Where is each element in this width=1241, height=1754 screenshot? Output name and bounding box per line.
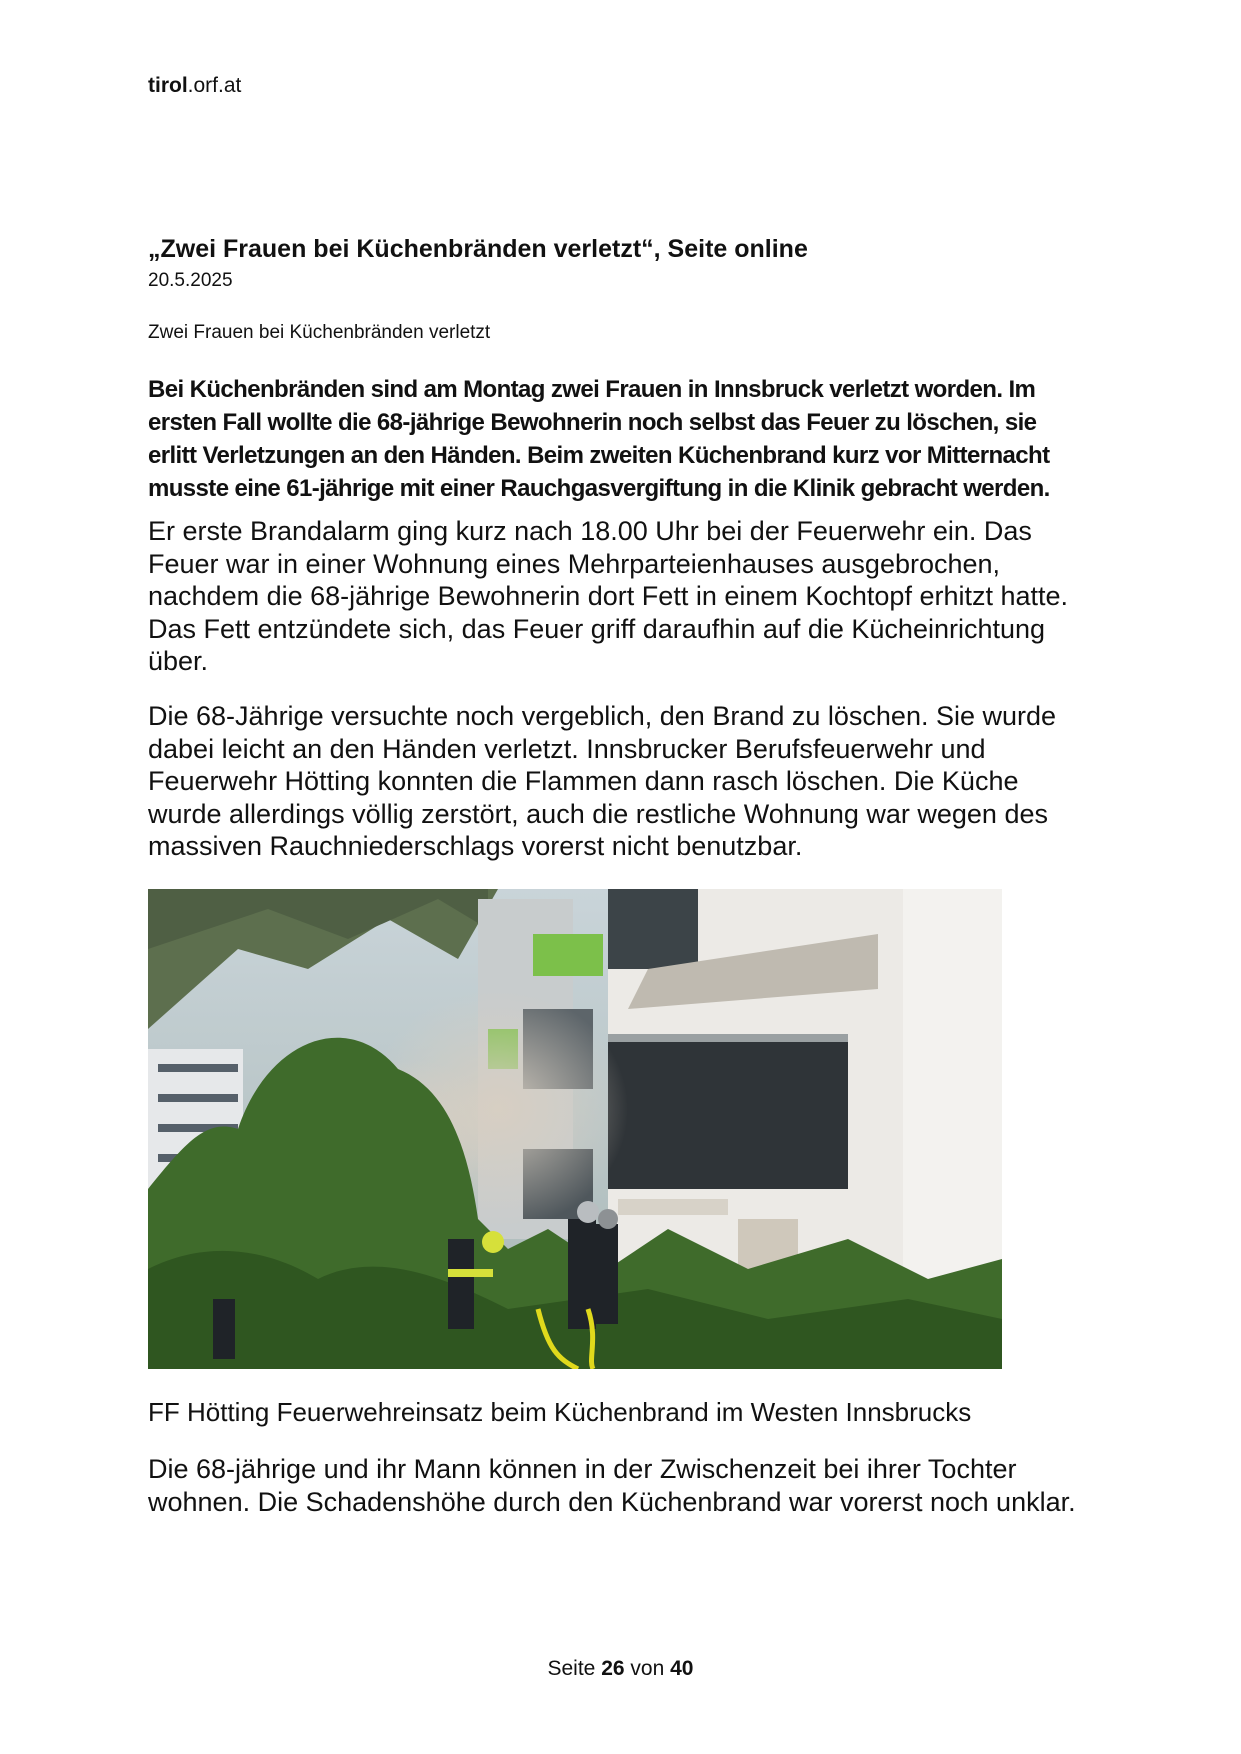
page-footer: [0, 1657, 1241, 1681]
article-paragraph-2: Die 68-Jährige versuchte noch vergeblich, den Brand zu löschen. Sie wurde dabei leicht an den Händen verletzt. Innsbrucker Berufsfeuerwehr und Feuerwehr Hötting konnten die Flammen dann rasch löschen. Die Küche wurde allerdings völlig zerstört, auch die restliche Wohnung war wegen des massiven Rauchniederschlags vorerst nicht benutzbar.: [148, 701, 1057, 861]
footer-middle: von: [630, 1657, 665, 1680]
footer-page-number: 26: [601, 1657, 625, 1680]
source-label: [148, 74, 241, 98]
article-date: 20.5.2025: [148, 270, 233, 291]
source-bold: tirol: [148, 74, 188, 97]
article-kicker: Zwei Frauen bei Küchenbränden verletzt: [148, 322, 491, 343]
article-title: „Zwei Frauen bei Küchenbränden verletzt“, Seite online: [148, 235, 808, 263]
footer-page-total: 40: [670, 1657, 694, 1680]
article-paragraph-1: Er erste Brandalarm ging kurz nach 18.00 Uhr bei der Feuerwehr ein. Das Feuer war in einer Wohnung eines Mehrparteienhauses ausgebrochen, nachdem die 68-jährige Bewohnerin dort Fett in einem Kochtopf erhitzt hatte. Das Fett entzündete sich, das Feuer griff daraufhin auf die Kücheinrichtung über.: [148, 516, 1069, 676]
photo-caption: FF Hötting Feuerwehreinsatz beim Küchenbrand im Westen Innsbrucks: [148, 1397, 972, 1427]
article-lead: Bei Küchenbränden sind am Montag zwei Frauen in Innsbruck verletzt worden. Im ersten Fall wollte die 68-jährige Bewohnerin noch selbst das Feuer zu löschen, sie erlitt Verletzungen an den Händen. Beim zweiten Küchenbrand kurz vor Mitternacht musste eine 61-jährige mit einer Rauchgasvergiftung in die Klinik gebracht werden.: [148, 376, 1050, 502]
source-rest: .orf.at: [187, 74, 242, 97]
article-photo: [148, 889, 1002, 1369]
article-paragraph-3: Die 68-jährige und ihr Mann können in der Zwischenzeit bei ihrer Tochter wohnen. Die Schadenshöhe durch den Küchenbrand war vorerst noch unklar.: [148, 1454, 1076, 1517]
footer-prefix: Seite: [547, 1657, 596, 1680]
